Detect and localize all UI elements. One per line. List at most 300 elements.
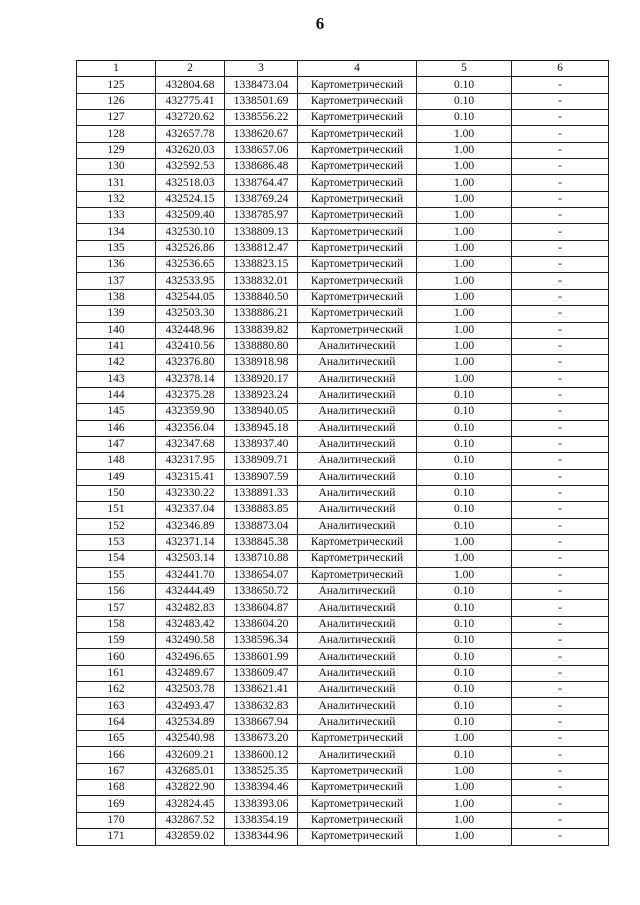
accuracy-cell: 1.00 xyxy=(417,763,512,779)
y-coordinate-cell: 1338657.06 xyxy=(225,142,298,158)
y-coordinate-cell: 1338920.17 xyxy=(225,371,298,387)
accuracy-cell: 0.10 xyxy=(417,649,512,665)
method-cell: Аналитический xyxy=(298,747,417,763)
method-cell: Аналитический xyxy=(298,420,417,436)
method-cell: Аналитический xyxy=(298,633,417,649)
y-coordinate-cell: 1338809.13 xyxy=(225,224,298,240)
y-coordinate-cell: 1338883.85 xyxy=(225,502,298,518)
y-coordinate-cell: 1338873.04 xyxy=(225,518,298,534)
point-number-cell: 165 xyxy=(77,731,156,747)
y-coordinate-cell: 1338621.41 xyxy=(225,682,298,698)
accuracy-cell: 0.10 xyxy=(417,485,512,501)
accuracy-cell: 1.00 xyxy=(417,371,512,387)
point-number-cell: 137 xyxy=(77,273,156,289)
x-coordinate-cell: 432867.52 xyxy=(156,812,225,828)
accuracy-cell: 0.10 xyxy=(417,387,512,403)
description-cell: - xyxy=(512,338,609,354)
x-coordinate-cell: 432489.67 xyxy=(156,665,225,681)
x-coordinate-cell: 432822.90 xyxy=(156,780,225,796)
point-number-cell: 152 xyxy=(77,518,156,534)
point-number-cell: 171 xyxy=(77,829,156,845)
description-cell: - xyxy=(512,355,609,371)
description-cell: - xyxy=(512,93,609,109)
method-cell: Аналитический xyxy=(298,502,417,518)
table-row xyxy=(77,453,609,469)
table-body xyxy=(77,77,609,845)
table-row xyxy=(77,534,609,550)
method-cell: Аналитический xyxy=(298,665,417,681)
x-coordinate-cell: 432859.02 xyxy=(156,829,225,845)
description-cell: - xyxy=(512,208,609,224)
table-row xyxy=(77,567,609,583)
point-number-cell: 170 xyxy=(77,812,156,828)
accuracy-cell: 1.00 xyxy=(417,289,512,305)
description-cell: - xyxy=(512,682,609,698)
table-row xyxy=(77,371,609,387)
x-coordinate-cell: 432330.22 xyxy=(156,485,225,501)
y-coordinate-cell: 1338473.04 xyxy=(225,77,298,93)
x-coordinate-cell: 432448.96 xyxy=(156,322,225,338)
table-row xyxy=(77,698,609,714)
method-cell: Картометрический xyxy=(298,273,417,289)
y-coordinate-cell: 1338940.05 xyxy=(225,404,298,420)
method-cell: Картометрический xyxy=(298,812,417,828)
table-row xyxy=(77,387,609,403)
accuracy-cell: 0.10 xyxy=(417,77,512,93)
column-header: 3 xyxy=(225,61,298,77)
y-coordinate-cell: 1338667.94 xyxy=(225,714,298,730)
table-row xyxy=(77,110,609,126)
accuracy-cell: 1.00 xyxy=(417,322,512,338)
x-coordinate-cell: 432657.78 xyxy=(156,126,225,142)
method-cell: Картометрический xyxy=(298,551,417,567)
description-cell: - xyxy=(512,485,609,501)
accuracy-cell: 1.00 xyxy=(417,191,512,207)
accuracy-cell: 0.10 xyxy=(417,682,512,698)
method-cell: Картометрический xyxy=(298,567,417,583)
table-row xyxy=(77,665,609,681)
accuracy-cell: 0.10 xyxy=(417,633,512,649)
description-cell: - xyxy=(512,371,609,387)
accuracy-cell: 1.00 xyxy=(417,208,512,224)
table-row xyxy=(77,77,609,93)
point-number-cell: 134 xyxy=(77,224,156,240)
accuracy-cell: 1.00 xyxy=(417,257,512,273)
y-coordinate-cell: 1338650.72 xyxy=(225,584,298,600)
point-number-cell: 128 xyxy=(77,126,156,142)
point-number-cell: 146 xyxy=(77,420,156,436)
y-coordinate-cell: 1338344.96 xyxy=(225,829,298,845)
method-cell: Картометрический xyxy=(298,240,417,256)
table-row xyxy=(77,616,609,632)
method-cell: Аналитический xyxy=(298,584,417,600)
accuracy-cell: 0.10 xyxy=(417,469,512,485)
x-coordinate-cell: 432620.03 xyxy=(156,142,225,158)
method-cell: Картометрический xyxy=(298,796,417,812)
x-coordinate-cell: 432317.95 xyxy=(156,453,225,469)
table-row xyxy=(77,812,609,828)
x-coordinate-cell: 432376.80 xyxy=(156,355,225,371)
y-coordinate-cell: 1338845.38 xyxy=(225,534,298,550)
point-number-cell: 149 xyxy=(77,469,156,485)
table-row xyxy=(77,551,609,567)
y-coordinate-cell: 1338601.99 xyxy=(225,649,298,665)
y-coordinate-cell: 1338501.69 xyxy=(225,93,298,109)
point-number-cell: 125 xyxy=(77,77,156,93)
x-coordinate-cell: 432804.68 xyxy=(156,77,225,93)
column-header: 6 xyxy=(512,61,609,77)
accuracy-cell: 0.10 xyxy=(417,404,512,420)
table-row xyxy=(77,126,609,142)
point-number-cell: 127 xyxy=(77,110,156,126)
y-coordinate-cell: 1338909.71 xyxy=(225,453,298,469)
point-number-cell: 157 xyxy=(77,600,156,616)
x-coordinate-cell: 432482.83 xyxy=(156,600,225,616)
method-cell: Аналитический xyxy=(298,649,417,665)
x-coordinate-cell: 432371.14 xyxy=(156,534,225,550)
y-coordinate-cell: 1338918.98 xyxy=(225,355,298,371)
table-row xyxy=(77,469,609,485)
method-cell: Картометрический xyxy=(298,534,417,550)
description-cell: - xyxy=(512,698,609,714)
point-number-cell: 153 xyxy=(77,534,156,550)
table-row xyxy=(77,224,609,240)
y-coordinate-cell: 1338600.12 xyxy=(225,747,298,763)
accuracy-cell: 0.10 xyxy=(417,714,512,730)
y-coordinate-cell: 1338880.80 xyxy=(225,338,298,354)
description-cell: - xyxy=(512,289,609,305)
x-coordinate-cell: 432503.30 xyxy=(156,306,225,322)
y-coordinate-cell: 1338596.34 xyxy=(225,633,298,649)
accuracy-cell: 1.00 xyxy=(417,731,512,747)
point-number-cell: 159 xyxy=(77,633,156,649)
description-cell: - xyxy=(512,306,609,322)
y-coordinate-cell: 1338891.33 xyxy=(225,485,298,501)
x-coordinate-cell: 432592.53 xyxy=(156,159,225,175)
y-coordinate-cell: 1338394.46 xyxy=(225,780,298,796)
x-coordinate-cell: 432410.56 xyxy=(156,338,225,354)
description-cell: - xyxy=(512,273,609,289)
y-coordinate-cell: 1338886.21 xyxy=(225,306,298,322)
accuracy-cell: 1.00 xyxy=(417,126,512,142)
method-cell: Аналитический xyxy=(298,485,417,501)
method-cell: Аналитический xyxy=(298,338,417,354)
x-coordinate-cell: 432518.03 xyxy=(156,175,225,191)
table-row xyxy=(77,257,609,273)
accuracy-cell: 0.10 xyxy=(417,747,512,763)
description-cell: - xyxy=(512,763,609,779)
table-row xyxy=(77,420,609,436)
accuracy-cell: 0.10 xyxy=(417,502,512,518)
accuracy-cell: 1.00 xyxy=(417,175,512,191)
description-cell: - xyxy=(512,387,609,403)
method-cell: Аналитический xyxy=(298,682,417,698)
accuracy-cell: 0.10 xyxy=(417,453,512,469)
accuracy-cell: 1.00 xyxy=(417,355,512,371)
x-coordinate-cell: 432609.21 xyxy=(156,747,225,763)
description-cell: - xyxy=(512,780,609,796)
method-cell: Аналитический xyxy=(298,387,417,403)
y-coordinate-cell: 1338354.19 xyxy=(225,812,298,828)
point-number-cell: 150 xyxy=(77,485,156,501)
accuracy-cell: 1.00 xyxy=(417,567,512,583)
table-row xyxy=(77,208,609,224)
table-row xyxy=(77,338,609,354)
accuracy-cell: 0.10 xyxy=(417,600,512,616)
method-cell: Картометрический xyxy=(298,159,417,175)
description-cell: - xyxy=(512,829,609,845)
accuracy-cell: 0.10 xyxy=(417,616,512,632)
coordinates-table xyxy=(76,60,609,846)
accuracy-cell: 1.00 xyxy=(417,224,512,240)
column-header: 2 xyxy=(156,61,225,77)
accuracy-cell: 0.10 xyxy=(417,584,512,600)
accuracy-cell: 1.00 xyxy=(417,273,512,289)
y-coordinate-cell: 1338654.07 xyxy=(225,567,298,583)
description-cell: - xyxy=(512,502,609,518)
point-number-cell: 154 xyxy=(77,551,156,567)
accuracy-cell: 1.00 xyxy=(417,829,512,845)
point-number-cell: 130 xyxy=(77,159,156,175)
table-row xyxy=(77,518,609,534)
description-cell: - xyxy=(512,469,609,485)
x-coordinate-cell: 432347.68 xyxy=(156,436,225,452)
table-row xyxy=(77,93,609,109)
table-row xyxy=(77,763,609,779)
point-number-cell: 136 xyxy=(77,257,156,273)
accuracy-cell: 1.00 xyxy=(417,812,512,828)
method-cell: Картометрический xyxy=(298,224,417,240)
x-coordinate-cell: 432359.90 xyxy=(156,404,225,420)
x-coordinate-cell: 432337.04 xyxy=(156,502,225,518)
method-cell: Картометрический xyxy=(298,731,417,747)
table-row xyxy=(77,159,609,175)
y-coordinate-cell: 1338839.82 xyxy=(225,322,298,338)
method-cell: Аналитический xyxy=(298,698,417,714)
point-number-cell: 147 xyxy=(77,436,156,452)
description-cell: - xyxy=(512,257,609,273)
point-number-cell: 163 xyxy=(77,698,156,714)
description-cell: - xyxy=(512,796,609,812)
description-cell: - xyxy=(512,404,609,420)
table-row xyxy=(77,322,609,338)
table-row xyxy=(77,682,609,698)
description-cell: - xyxy=(512,714,609,730)
description-cell: - xyxy=(512,747,609,763)
y-coordinate-cell: 1338556.22 xyxy=(225,110,298,126)
point-number-cell: 164 xyxy=(77,714,156,730)
description-cell: - xyxy=(512,633,609,649)
x-coordinate-cell: 432483.42 xyxy=(156,616,225,632)
accuracy-cell: 1.00 xyxy=(417,534,512,550)
table-row xyxy=(77,273,609,289)
description-cell: - xyxy=(512,159,609,175)
x-coordinate-cell: 432526.86 xyxy=(156,240,225,256)
x-coordinate-cell: 432524.15 xyxy=(156,191,225,207)
method-cell: Картометрический xyxy=(298,110,417,126)
x-coordinate-cell: 432540.98 xyxy=(156,731,225,747)
y-coordinate-cell: 1338907.59 xyxy=(225,469,298,485)
method-cell: Аналитический xyxy=(298,436,417,452)
description-cell: - xyxy=(512,191,609,207)
x-coordinate-cell: 432775.41 xyxy=(156,93,225,109)
description-cell: - xyxy=(512,240,609,256)
point-number-cell: 135 xyxy=(77,240,156,256)
table-row xyxy=(77,142,609,158)
point-number-cell: 142 xyxy=(77,355,156,371)
description-cell: - xyxy=(512,567,609,583)
description-cell: - xyxy=(512,534,609,550)
description-cell: - xyxy=(512,126,609,142)
table-row xyxy=(77,436,609,452)
x-coordinate-cell: 432685.01 xyxy=(156,763,225,779)
description-cell: - xyxy=(512,665,609,681)
method-cell: Аналитический xyxy=(298,518,417,534)
table-row xyxy=(77,355,609,371)
x-coordinate-cell: 432490.58 xyxy=(156,633,225,649)
y-coordinate-cell: 1338673.20 xyxy=(225,731,298,747)
table-row xyxy=(77,780,609,796)
y-coordinate-cell: 1338840.50 xyxy=(225,289,298,305)
accuracy-cell: 0.10 xyxy=(417,665,512,681)
point-number-cell: 167 xyxy=(77,763,156,779)
description-cell: - xyxy=(512,436,609,452)
description-cell: - xyxy=(512,518,609,534)
point-number-cell: 141 xyxy=(77,338,156,354)
x-coordinate-cell: 432496.65 xyxy=(156,649,225,665)
description-cell: - xyxy=(512,77,609,93)
table-row xyxy=(77,633,609,649)
accuracy-cell: 1.00 xyxy=(417,306,512,322)
description-cell: - xyxy=(512,322,609,338)
y-coordinate-cell: 1338764.47 xyxy=(225,175,298,191)
y-coordinate-cell: 1338832.01 xyxy=(225,273,298,289)
table-row xyxy=(77,649,609,665)
point-number-cell: 168 xyxy=(77,780,156,796)
accuracy-cell: 0.10 xyxy=(417,518,512,534)
accuracy-cell: 0.10 xyxy=(417,420,512,436)
method-cell: Картометрический xyxy=(298,142,417,158)
point-number-cell: 161 xyxy=(77,665,156,681)
x-coordinate-cell: 432315.41 xyxy=(156,469,225,485)
column-header: 5 xyxy=(417,61,512,77)
point-number-cell: 148 xyxy=(77,453,156,469)
column-header: 4 xyxy=(298,61,417,77)
method-cell: Картометрический xyxy=(298,829,417,845)
x-coordinate-cell: 432533.95 xyxy=(156,273,225,289)
accuracy-cell: 0.10 xyxy=(417,698,512,714)
x-coordinate-cell: 432444.49 xyxy=(156,584,225,600)
table-row xyxy=(77,289,609,305)
method-cell: Картометрический xyxy=(298,126,417,142)
point-number-cell: 133 xyxy=(77,208,156,224)
x-coordinate-cell: 432346.89 xyxy=(156,518,225,534)
page-number: 6 xyxy=(315,14,325,33)
table-row xyxy=(77,240,609,256)
table-row xyxy=(77,191,609,207)
point-number-cell: 140 xyxy=(77,322,156,338)
y-coordinate-cell: 1338923.24 xyxy=(225,387,298,403)
accuracy-cell: 1.00 xyxy=(417,796,512,812)
description-cell: - xyxy=(512,224,609,240)
table-row xyxy=(77,584,609,600)
description-cell: - xyxy=(512,453,609,469)
point-number-cell: 144 xyxy=(77,387,156,403)
method-cell: Аналитический xyxy=(298,600,417,616)
point-number-cell: 129 xyxy=(77,142,156,158)
column-header: 1 xyxy=(77,61,156,77)
x-coordinate-cell: 432536.65 xyxy=(156,257,225,273)
method-cell: Картометрический xyxy=(298,257,417,273)
accuracy-cell: 1.00 xyxy=(417,240,512,256)
point-number-cell: 160 xyxy=(77,649,156,665)
x-coordinate-cell: 432824.45 xyxy=(156,796,225,812)
method-cell: Картометрический xyxy=(298,780,417,796)
method-cell: Аналитический xyxy=(298,616,417,632)
description-cell: - xyxy=(512,600,609,616)
y-coordinate-cell: 1338525.35 xyxy=(225,763,298,779)
table-row xyxy=(77,796,609,812)
point-number-cell: 132 xyxy=(77,191,156,207)
y-coordinate-cell: 1338945.18 xyxy=(225,420,298,436)
point-number-cell: 158 xyxy=(77,616,156,632)
description-cell: - xyxy=(512,584,609,600)
x-coordinate-cell: 432720.62 xyxy=(156,110,225,126)
method-cell: Картометрический xyxy=(298,93,417,109)
x-coordinate-cell: 432534.89 xyxy=(156,714,225,730)
accuracy-cell: 0.10 xyxy=(417,110,512,126)
accuracy-cell: 0.10 xyxy=(417,93,512,109)
description-cell: - xyxy=(512,812,609,828)
y-coordinate-cell: 1338632.83 xyxy=(225,698,298,714)
description-cell: - xyxy=(512,616,609,632)
table-row xyxy=(77,175,609,191)
description-cell: - xyxy=(512,110,609,126)
method-cell: Аналитический xyxy=(298,355,417,371)
description-cell: - xyxy=(512,649,609,665)
method-cell: Картометрический xyxy=(298,175,417,191)
method-cell: Картометрический xyxy=(298,77,417,93)
description-cell: - xyxy=(512,420,609,436)
table-row xyxy=(77,829,609,845)
accuracy-cell: 1.00 xyxy=(417,159,512,175)
y-coordinate-cell: 1338785.97 xyxy=(225,208,298,224)
point-number-cell: 151 xyxy=(77,502,156,518)
point-number-cell: 131 xyxy=(77,175,156,191)
method-cell: Картометрический xyxy=(298,322,417,338)
y-coordinate-cell: 1338769.24 xyxy=(225,191,298,207)
method-cell: Картометрический xyxy=(298,191,417,207)
point-number-cell: 155 xyxy=(77,567,156,583)
description-cell: - xyxy=(512,175,609,191)
accuracy-cell: 1.00 xyxy=(417,551,512,567)
point-number-cell: 169 xyxy=(77,796,156,812)
accuracy-cell: 1.00 xyxy=(417,142,512,158)
x-coordinate-cell: 432378.14 xyxy=(156,371,225,387)
accuracy-cell: 0.10 xyxy=(417,436,512,452)
method-cell: Картометрический xyxy=(298,289,417,305)
x-coordinate-cell: 432503.78 xyxy=(156,682,225,698)
description-cell: - xyxy=(512,142,609,158)
table-row xyxy=(77,485,609,501)
y-coordinate-cell: 1338823.15 xyxy=(225,257,298,273)
description-cell: - xyxy=(512,731,609,747)
table-row xyxy=(77,404,609,420)
point-number-cell: 162 xyxy=(77,682,156,698)
description-cell: - xyxy=(512,551,609,567)
table-row xyxy=(77,600,609,616)
method-cell: Аналитический xyxy=(298,453,417,469)
